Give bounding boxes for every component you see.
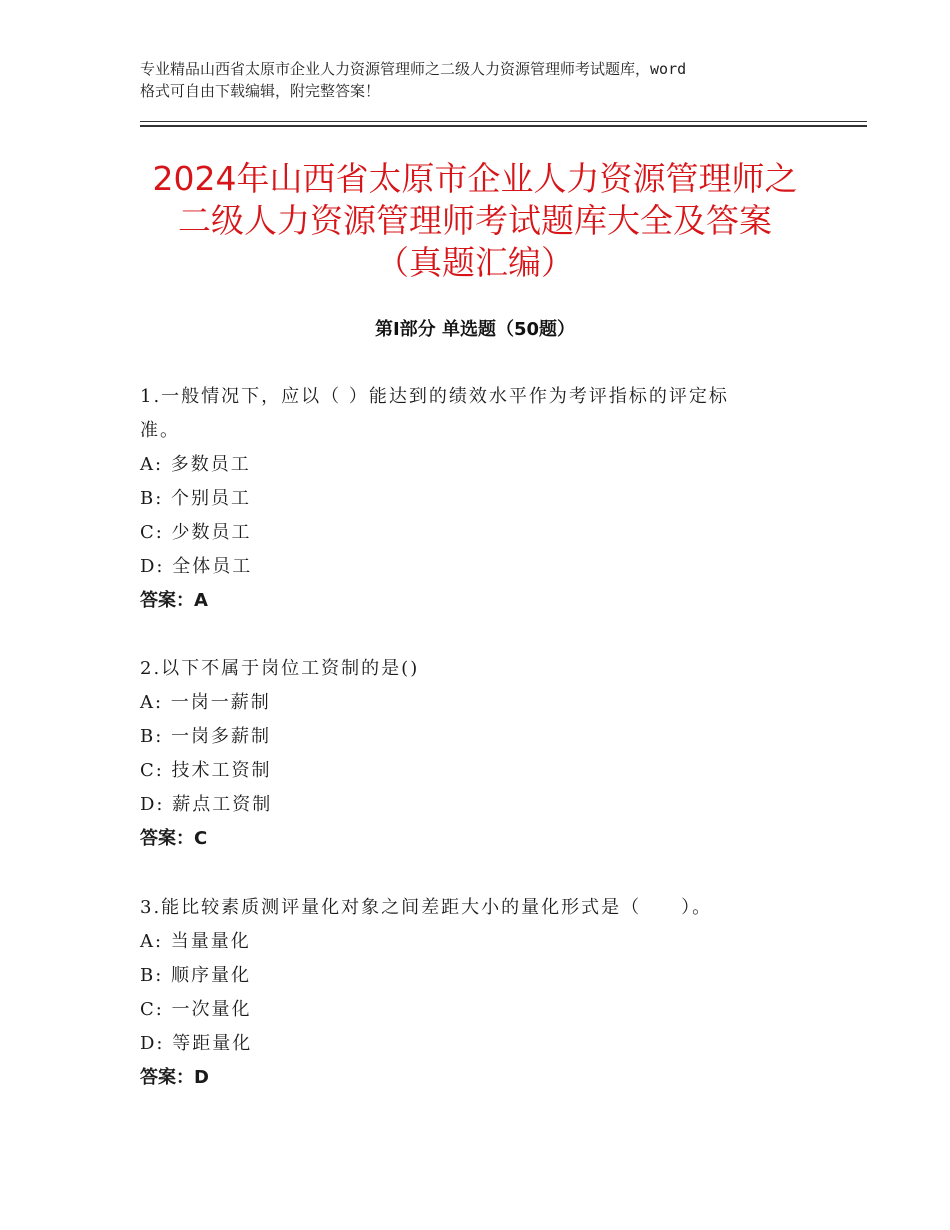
option-b: B: 个别员工 [140, 488, 252, 509]
option-a: A: 一岗一薪制 [140, 692, 271, 713]
title-line-2: 二级人力资源管理师考试题库大全及答案 [178, 201, 772, 240]
question-stem: 2.以下不属于岗位工资制的是() [140, 658, 420, 679]
question-stem: 1.一般情况下，应以（ ）能达到的绩效水平作为考评指标的评定标 [140, 386, 729, 407]
answer: 答案：C [140, 828, 208, 849]
question-1 [140, 380, 840, 618]
answer: 答案：A [140, 590, 208, 611]
question-stem-continued: 准。 [140, 420, 180, 441]
answer: 答案：D [140, 1067, 209, 1088]
document-title [90, 158, 860, 284]
header-note-line-1: 专业精品山西省太原市企业人力资源管理师之二级人力资源管理师考试题库，word [140, 60, 687, 78]
option-c: C: 一次量化 [140, 999, 252, 1020]
option-d: D: 全体员工 [140, 556, 253, 577]
title-line-3: （真题汇编） [376, 243, 574, 282]
header-divider-thin [140, 121, 867, 122]
question-stem: 3.能比较素质测评量化对象之间差距大小的量化形式是（ ）。 [140, 897, 713, 918]
option-d: D: 等距量化 [140, 1033, 253, 1054]
header-note-line-2: 格式可自由下载编辑，附完整答案！ [140, 82, 381, 100]
option-a: A: 当量量化 [140, 931, 251, 952]
option-c: C: 少数员工 [140, 522, 252, 543]
question-2 [140, 652, 840, 856]
option-b: B: 顺序量化 [140, 965, 252, 986]
title-line-1: 2024年山西省太原市企业人力资源管理师之 [152, 159, 798, 198]
section-heading: 第Ⅰ部分 单选题（50题） [374, 319, 575, 340]
option-c: C: 技术工资制 [140, 760, 272, 781]
option-a: A: 多数员工 [140, 454, 251, 475]
header-note [140, 58, 840, 102]
question-3 [140, 891, 840, 1095]
header-divider-thick [140, 125, 867, 127]
option-d: D: 薪点工资制 [140, 794, 273, 815]
option-b: B: 一岗多薪制 [140, 726, 272, 747]
